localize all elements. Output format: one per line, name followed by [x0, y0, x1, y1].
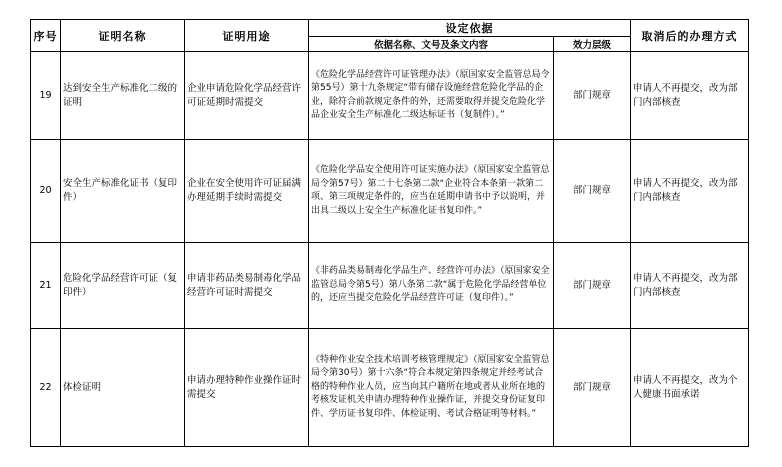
row-seq: 22	[31, 329, 61, 447]
row-effect-level: 部门规章	[554, 52, 631, 140]
row-cert-use: 申请非药品类易制毒化学品经营许可证时需提交	[185, 243, 309, 329]
row-cert-use: 企业申请危险化学品经营许可证延期时需提交	[185, 52, 309, 140]
row-cert-name: 达到安全生产标准化二级的证明	[61, 52, 185, 140]
row-basis: 《危险化学品安全使用许可证实施办法》（原国家安全监管总局令第57号）第二十七条第二款“企业符合本条第一款第二项、第三项规定条件的，应当在延期申请书中予以说明，并出具二级以上安全生产标准化证书复印件。”	[309, 140, 554, 243]
row-seq: 19	[31, 52, 61, 140]
table-row	[31, 52, 749, 140]
table-row	[31, 329, 749, 447]
row-basis: 《危险化学品经营许可证管理办法》（原国家安全监管总局令第55号）第十九条规定“带有储存设施经营危险化学品的企业，除符合前款规定条件的外，还需要取得并提交危险化学品企业安全生产标准化二级达标证书（复制件）。”	[309, 52, 554, 140]
header-after-cancel: 取消后的办理方式	[631, 20, 749, 52]
header-effect-level: 效力层级	[554, 37, 631, 52]
row-seq: 20	[31, 140, 61, 243]
header-cert-name: 证明名称	[61, 20, 185, 52]
row-cert-use: 企业在安全使用许可证届满办理延期手续时需提交	[185, 140, 309, 243]
row-basis: 《非药品类易制毒化学品生产、经营许可办法》（原国家安全监管总局令第5号）第八条第二款“属于危险化学品经营单位的，还应当提交危险化学品经营许可证（复印件）。”	[309, 243, 554, 329]
row-cert-use: 申请办理特种作业操作证时需提交	[185, 329, 309, 447]
row-after-cancel: 申请人不再提交，改为部门内部核查	[631, 140, 749, 243]
header-basis-content: 依据名称、文号及条文内容	[309, 37, 554, 52]
row-cert-name: 体检证明	[61, 329, 185, 447]
header-cert-use: 证明用途	[185, 20, 309, 52]
row-cert-name: 安全生产标准化证书（复印件）	[61, 140, 185, 243]
row-cert-name: 危险化学品经营许可证（复印件）	[61, 243, 185, 329]
row-after-cancel: 申请人不再提交，改为部门内部核查	[631, 243, 749, 329]
row-after-cancel: 申请人不再提交，改为部门内部核查	[631, 52, 749, 140]
header-row	[31, 20, 749, 37]
header-basis: 设定依据	[309, 20, 631, 37]
certificate-table	[30, 19, 749, 447]
row-effect-level: 部门规章	[554, 329, 631, 447]
table-row	[31, 243, 749, 329]
row-after-cancel: 申请人不再提交，改为个人健康书面承诺	[631, 329, 749, 447]
table-row	[31, 140, 749, 243]
row-effect-level: 部门规章	[554, 140, 631, 243]
row-effect-level: 部门规章	[554, 243, 631, 329]
row-seq: 21	[31, 243, 61, 329]
header-seq: 序号	[31, 20, 61, 52]
row-basis: 《特种作业安全技术培训考核管理规定》（原国家安全监管总局令第30号）第十六条“符合本规定第四条规定并经考试合格的特种作业人员，应当向其户籍所在地或者从业所在地的考核发证机关申请办理特种作业操作证，并提交身份证复印件、学历证书复印件、体检证明、考试合格证明等材料。”	[309, 329, 554, 447]
